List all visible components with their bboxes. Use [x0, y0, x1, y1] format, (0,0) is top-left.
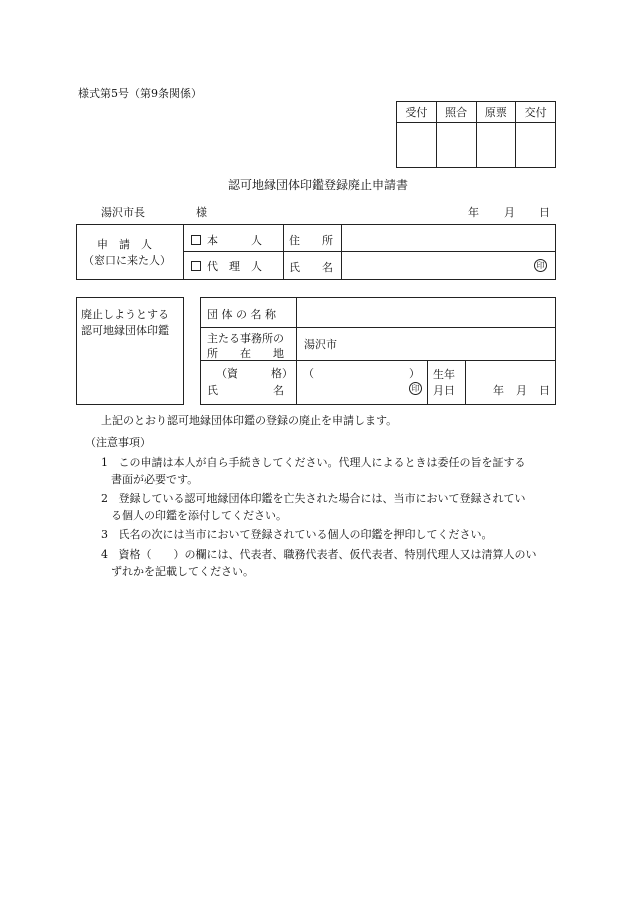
applicant-label-sub: （窓口に来た人） — [83, 254, 171, 267]
date-day: 日 — [539, 206, 550, 219]
org-name-field[interactable] — [297, 298, 555, 327]
approval-stamp-cell[interactable] — [397, 123, 437, 168]
note-item: 2 登録している認可地縁団体印鑑を亡失された場合には、当市において登録されてい — [101, 492, 526, 505]
address-field[interactable] — [342, 225, 555, 251]
name-label: 氏 名 — [289, 261, 333, 274]
note-item: 1 この申請は本人が自ら手続きしてください。代理人によるときは委任の旨を証する — [101, 456, 526, 469]
approval-header-issue: 交付 — [516, 102, 556, 123]
seal-icon: 印 — [409, 382, 422, 395]
option-self[interactable]: 本 人 — [191, 232, 262, 248]
qualification-field[interactable]: （ ） — [303, 367, 420, 380]
notes-heading: （注意事項） — [85, 436, 151, 449]
document-title: 認可地縁団体印鑑登録廃止申請書 — [228, 178, 409, 192]
addressee-mayor: 湯沢市長 — [101, 206, 145, 219]
target-label-sub: 認可地縁団体印鑑 — [81, 324, 169, 337]
qualification-label: （資 格） — [216, 367, 293, 380]
address-label: 住 所 — [289, 234, 333, 247]
org-name-label: 団 体 の 名 称 — [207, 308, 276, 321]
applicant-label: 申 請 人 — [97, 238, 152, 251]
office-address-value[interactable]: 湯沢市 — [304, 338, 337, 351]
approval-stamp-cell[interactable] — [516, 123, 556, 168]
birth-label: 生年 — [433, 368, 455, 381]
note-item: 4 資格（ ）の欄には、代表者、職務代表者、仮代表者、特別代理人又は清算人のい — [101, 548, 537, 561]
name-field[interactable] — [342, 252, 555, 279]
target-details — [200, 297, 556, 405]
form-number: 様式第5号（第9条関係） — [78, 87, 202, 100]
date-year: 年 — [468, 206, 479, 219]
note-item-cont: る個人の印鑑を添付してください。 — [111, 509, 287, 522]
approval-header-original: 原票 — [476, 102, 516, 123]
office-label: 主たる事務所の — [207, 332, 284, 345]
office-label-sub: 所 在 地 — [207, 347, 284, 360]
note-item-cont: 書面が必要です。 — [111, 473, 199, 486]
date-month: 月 — [504, 206, 515, 219]
agent-checkbox[interactable] — [191, 261, 201, 271]
option-agent[interactable]: 代 理 人 — [191, 258, 262, 274]
application-statement: 上記のとおり認可地縁団体印鑑の登録の廃止を申請します。 — [101, 414, 398, 427]
target-label: 廃止しようとする — [81, 308, 169, 321]
note-item-cont: ずれかを記載してください。 — [111, 565, 254, 578]
target-label-box — [76, 297, 184, 405]
rep-name-field[interactable] — [297, 382, 427, 404]
note-item: 3 氏名の次には当市において登録されている個人の印鑑を押印してください。 — [101, 528, 493, 541]
addressee-sama: 様 — [196, 206, 207, 219]
approval-stamp-cell[interactable] — [436, 123, 476, 168]
birth-date-field[interactable]: 年 月 日 — [493, 384, 550, 397]
rep-name-label: 氏 名 — [207, 384, 284, 397]
approval-box — [396, 101, 556, 168]
birth-label-sub: 月日 — [433, 384, 455, 397]
approval-header-check: 照合 — [436, 102, 476, 123]
approval-stamp-cell[interactable] — [476, 123, 516, 168]
applicant-section — [76, 224, 556, 280]
self-checkbox[interactable] — [191, 235, 201, 245]
seal-icon: 印 — [534, 259, 547, 272]
approval-header-receipt: 受付 — [397, 102, 437, 123]
